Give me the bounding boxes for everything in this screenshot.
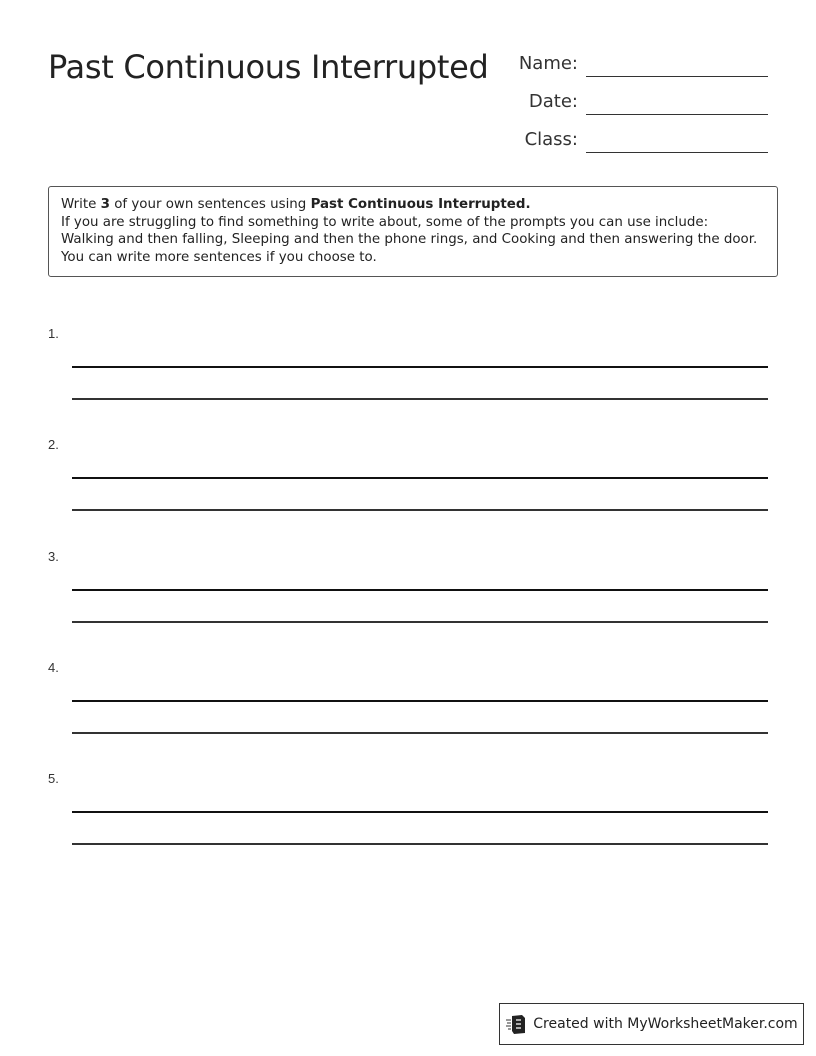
question-number: 5.	[48, 771, 59, 786]
answer-line[interactable]	[72, 700, 768, 702]
question-number: 2.	[48, 437, 59, 452]
name-input-line[interactable]	[586, 76, 768, 77]
class-field[interactable]	[508, 124, 768, 154]
name-field[interactable]	[508, 48, 768, 78]
answer-line[interactable]	[72, 732, 768, 734]
name-label: Name:	[518, 53, 578, 74]
instructions-line-1	[61, 196, 765, 214]
question-number: 4.	[48, 660, 59, 675]
question-4	[48, 660, 768, 760]
worksheet-maker-logo-icon	[505, 1013, 527, 1035]
question-number: 1.	[48, 326, 59, 341]
topic-name: Past Continuous Interrupted.	[310, 197, 531, 212]
answer-line[interactable]	[72, 366, 768, 368]
class-input-line[interactable]	[586, 152, 768, 153]
answer-line[interactable]	[72, 398, 768, 400]
instructions-line-2: If you are struggling to find something to write about, some of the prompts you can use include: Walking and then falling, Sleeping and then the phone rings, and Cooking and then answering the door.	[61, 214, 758, 247]
instructions-text: Write	[61, 197, 101, 212]
instructions-text: of your own sentences using	[109, 197, 311, 212]
question-5	[48, 771, 768, 871]
sentence-count: 3	[100, 197, 110, 212]
answer-line[interactable]	[72, 589, 768, 591]
footer-badge[interactable]	[499, 1003, 804, 1045]
date-field[interactable]	[508, 86, 768, 116]
question-2	[48, 437, 768, 537]
page-title: Past Continuous Interrupted	[48, 48, 489, 86]
question-number: 3.	[48, 549, 59, 564]
instructions-line-3: You can write more sentences if you choose to.	[61, 249, 377, 265]
answer-line[interactable]	[72, 477, 768, 479]
answer-line[interactable]	[72, 811, 768, 813]
instructions-box	[48, 186, 778, 277]
question-3	[48, 549, 768, 649]
date-label: Date:	[528, 91, 578, 112]
footer-text: Created with MyWorksheetMaker.com	[533, 1016, 798, 1032]
answer-line[interactable]	[72, 509, 768, 511]
answer-line[interactable]	[72, 621, 768, 623]
answer-line[interactable]	[72, 843, 768, 845]
date-input-line[interactable]	[586, 114, 768, 115]
class-label: Class:	[524, 129, 578, 150]
question-1	[48, 326, 768, 426]
